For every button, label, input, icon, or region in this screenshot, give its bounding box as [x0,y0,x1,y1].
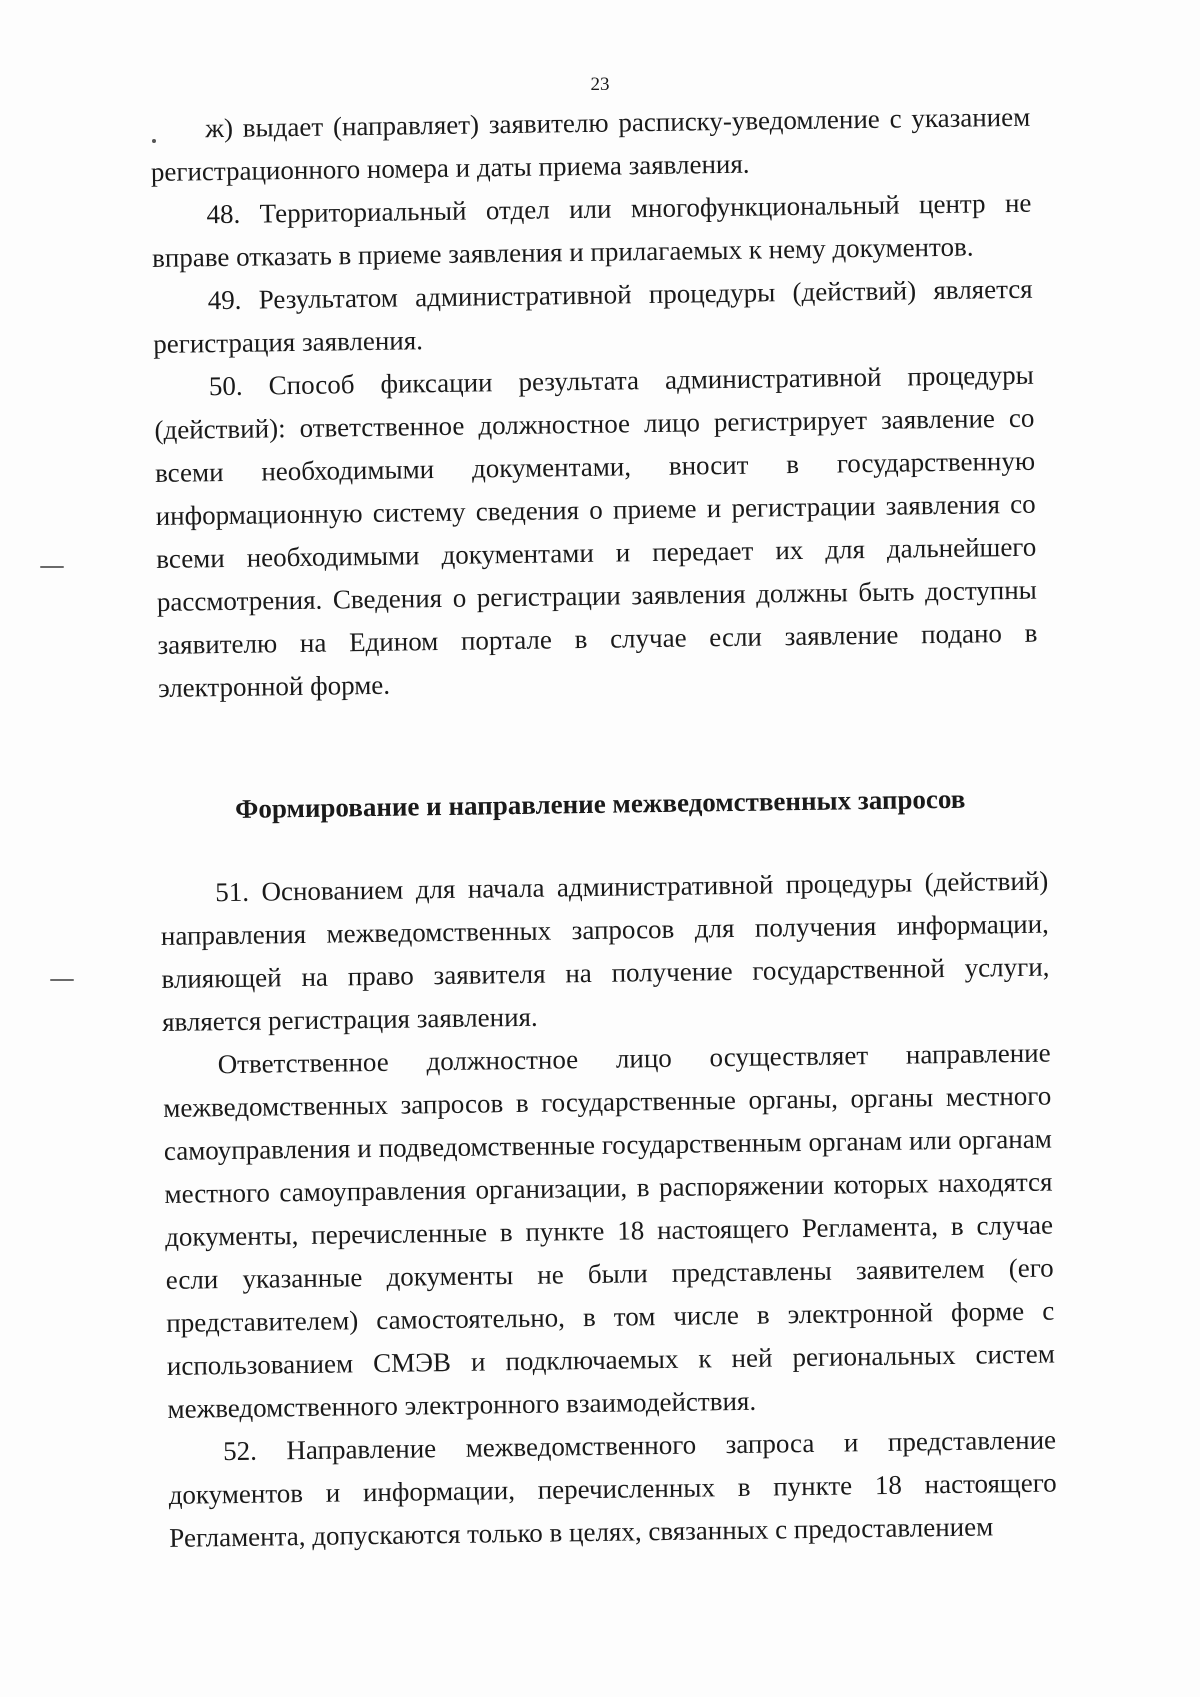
paragraph-48: 48. Территориальный отдел или многофункциональный центр не вправе отказать в приеме заявления и прилагаемых к нему документов. [151,187,1032,273]
top-text-block [150,96,1038,710]
section-heading: Формирование и направление межведомственных запросов [234,783,966,824]
paragraph-52: 52. Направление межведомственного запроса и представление документов и информации, перечисленных в пункте 18 настоящего Регламента, допускаются только в целях, связанных с предоставлением [168,1424,1057,1553]
bottom-text-block [160,860,1058,1560]
paragraph-responsible-official: Ответственное должностное лицо осуществляет направление межведомственных запросов в государственные органы, органы местного самоуправления и подведомственные государственным органам или органам местного самоуправления организации, в распоряжении которых находятся документы, перечисленные в пункте 18 настоящего Регламента, в случае если указанные документы не были представлены заявителем (его представителем) самостоятельно, в том числе в электронной форме с использованием СМЭВ и подключаемых к ней региональных систем межведомственного электронного взаимодействия. [163,1037,1056,1424]
margin-mark [50,979,74,981]
margin-mark [40,566,64,568]
paragraph-50: 50. Способ фиксации результата административной процедуры (действий): ответственное должностное лицо регистрирует заявление со всеми необходимыми документами, вносит в государственную информационную систему сведения о приеме и регистрации заявления со всеми необходимыми документами и передает их для дальнейшего рассмотрения. Сведения о регистрации заявления должны быть доступны заявителю на Едином портале в случае если заявление подано в электронной форме. [154,359,1038,703]
page-number: 23 [590,74,610,95]
paragraph-49: 49. Результатом административной процедуры (действий) является регистрация заявления. [153,273,1033,359]
paragraph-51: 51. Основанием для начала административной процедуры (действий) направления межведомственных запросов для получения информации, влияющей на право заявителя на получение государственной услуги, является регистрация заявления. [160,865,1050,1037]
paragraph-zh: ж) выдает (направляет) заявителю расписку-уведомление с указанием регистрационного номера и даты приема заявления. [150,101,1031,187]
